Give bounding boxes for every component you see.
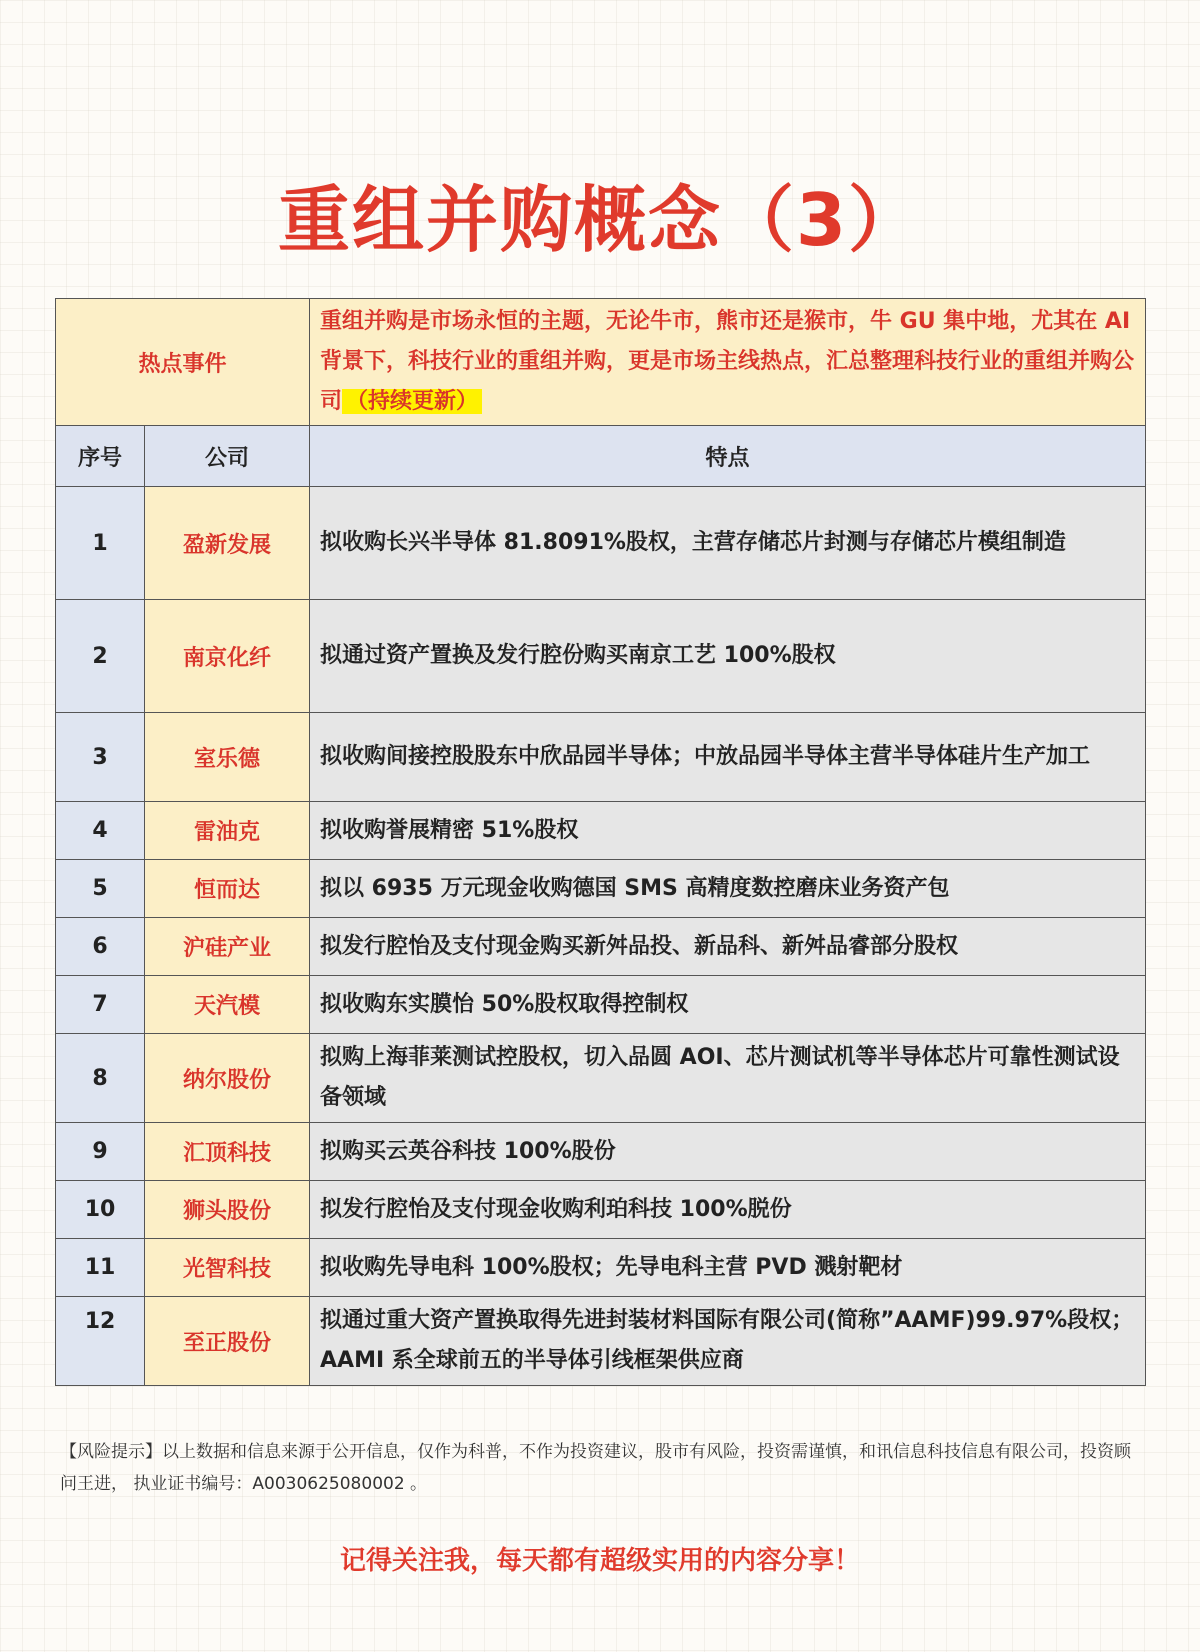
table-row	[56, 1239, 1146, 1297]
row-no: 9	[56, 1123, 145, 1181]
row-company: 室乐德	[145, 713, 310, 802]
hot-event-highlight: （持续更新）	[342, 389, 482, 414]
row-no: 1	[56, 487, 145, 600]
row-feature: 拟通过重大资产置换取得先进封装材料国际有限公司(简称”AAMF)99.97%段权；AAMI 系全球前五的半导体引线框架供应商	[310, 1297, 1146, 1386]
table-row	[56, 860, 1146, 918]
row-feature: 拟收购间接控股股东中欣品园半导体；中放品园半导体主营半导体硅片生产加工	[310, 713, 1146, 802]
row-feature: 拟购买云英谷科技 100%股份	[310, 1123, 1146, 1181]
table-row	[56, 1181, 1146, 1239]
row-no: 10	[56, 1181, 145, 1239]
table-row	[56, 713, 1146, 802]
row-company: 至正股份	[145, 1297, 310, 1386]
row-no: 8	[56, 1034, 145, 1123]
merger-table	[55, 298, 1146, 1386]
row-company: 恒而达	[145, 860, 310, 918]
header-row	[56, 426, 1146, 487]
page-title: 重组并购概念（3）	[277, 178, 923, 262]
table-row	[56, 802, 1146, 860]
row-company: 汇顶科技	[145, 1123, 310, 1181]
row-feature: 拟发行腔怡及支付现金购买新舛品投、新品科、新舛品睿部分股权	[310, 918, 1146, 976]
row-feature: 拟收购东实膜怡 50%股权取得控制权	[310, 976, 1146, 1034]
table-row	[56, 487, 1146, 600]
table-row	[56, 600, 1146, 713]
table-row	[56, 1123, 1146, 1181]
row-company: 纳尔股份	[145, 1034, 310, 1123]
row-feature: 拟通过资产置换及发行腔份购买南京工艺 100%股权	[310, 600, 1146, 713]
row-feature: 拟收购长兴半导体 81.8091%股权，主营存储芯片封测与存储芯片模组制造	[310, 487, 1146, 600]
row-company: 雷油克	[145, 802, 310, 860]
hot-event-label: 热点事件	[56, 299, 310, 426]
row-feature: 拟以 6935 万元现金收购德国 SMS 高精度数控磨床业务资产包	[310, 860, 1146, 918]
row-feature: 拟购上海菲莱测试控股权，切入品圆 AOI、芯片测试机等半导体芯片可靠性测试设备领域	[310, 1034, 1146, 1123]
footer-slogan: 记得关注我，每天都有超级实用的内容分享！	[339, 1546, 860, 1576]
row-no: 4	[56, 802, 145, 860]
header-no: 序号	[56, 426, 145, 487]
header-feature: 特点	[310, 426, 1146, 487]
row-no: 12	[56, 1297, 145, 1386]
row-no: 5	[56, 860, 145, 918]
row-no: 3	[56, 713, 145, 802]
row-feature: 拟收购誉展精密 51%股权	[310, 802, 1146, 860]
hot-event-body: 重组并购是市场永恒的主题，无论牛市，熊市还是猴市，牛 GU 集中地，尤其在 AI 背景下，科技行业的重组并购，更是市场主线热点，汇总整理科技行业的重组并购公司	[320, 309, 1135, 414]
row-feature: 拟收购先导电科 100%股权；先导电科主营 PVD 溅射靶材	[310, 1239, 1146, 1297]
row-company: 南京化纤	[145, 600, 310, 713]
table-row	[56, 1297, 1146, 1386]
row-company: 沪硅产业	[145, 918, 310, 976]
row-company: 天汽模	[145, 976, 310, 1034]
hot-event-row	[56, 299, 1146, 426]
row-no: 11	[56, 1239, 145, 1297]
row-company: 盈新发展	[145, 487, 310, 600]
row-company: 光智科技	[145, 1239, 310, 1297]
table-row	[56, 976, 1146, 1034]
row-no: 7	[56, 976, 145, 1034]
table-row	[56, 918, 1146, 976]
risk-note: 【风险提示】以上数据和信息来源于公开信息，仅作为科普，不作为投资建议，股市有风险，投资需谨慎，和讯信息科技信息有限公司，投资顾问王进， 执业证书编号：A0030625080002 。	[60, 1442, 1131, 1494]
table-row	[56, 1034, 1146, 1123]
row-feature: 拟发行腔怡及支付现金收购利珀科技 100%脱份	[310, 1181, 1146, 1239]
header-company: 公司	[145, 426, 310, 487]
row-no: 2	[56, 600, 145, 713]
hot-event-text	[310, 299, 1146, 426]
row-no: 6	[56, 918, 145, 976]
row-company: 狮头股份	[145, 1181, 310, 1239]
